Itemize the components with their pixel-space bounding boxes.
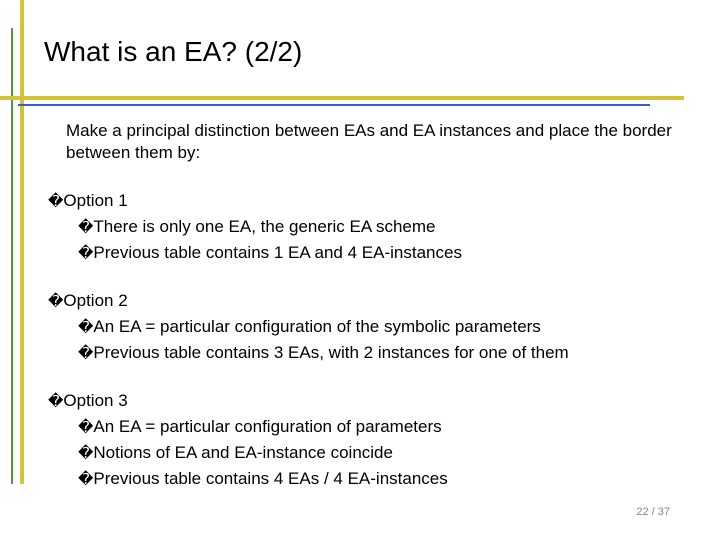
option-label: Option 3 <box>63 391 128 410</box>
bullet-icon: � <box>48 392 64 410</box>
option-item <box>78 440 448 466</box>
option-item <box>78 340 569 366</box>
option-item <box>78 240 462 266</box>
title-yellow-rule <box>0 96 684 100</box>
option-2-block <box>48 288 569 366</box>
bullet-icon: � <box>78 318 94 336</box>
bullet-icon: � <box>78 218 94 236</box>
option-label: Option 2 <box>63 291 128 310</box>
option-1-block <box>48 188 462 266</box>
bullet-icon: � <box>78 244 94 262</box>
intro-text: Make a principal distinction between EAs and EA instances and place the border between them by: <box>66 121 672 162</box>
page-number: 22 / 37 <box>636 506 670 518</box>
bullet-icon: � <box>78 344 94 362</box>
title-blue-rule <box>18 104 650 106</box>
bullet-icon: � <box>48 192 64 210</box>
bullet-icon: � <box>78 470 94 488</box>
option-item-text: Previous table contains 3 EAs, with 2 instances for one of them <box>93 343 569 362</box>
option-heading <box>48 188 462 214</box>
option-item <box>78 314 569 340</box>
bullet-icon: � <box>48 292 64 310</box>
option-item-text: Notions of EA and EA-instance coincide <box>93 443 393 462</box>
option-item <box>78 466 448 492</box>
option-item-text: Previous table contains 1 EA and 4 EA-instances <box>93 243 462 262</box>
slide-title: What is an EA? (2/2) <box>44 36 303 67</box>
left-yellow-rule <box>20 0 24 484</box>
bullet-icon: � <box>78 418 94 436</box>
option-item-text: An EA = particular configuration of the symbolic parameters <box>93 317 541 336</box>
option-label: Option 1 <box>63 191 128 210</box>
option-item-text: Previous table contains 4 EAs / 4 EA-instances <box>93 469 448 488</box>
option-item <box>78 414 448 440</box>
bullet-icon: � <box>78 444 94 462</box>
option-item-text: There is only one EA, the generic EA scheme <box>93 217 436 236</box>
option-heading <box>48 288 569 314</box>
option-heading <box>48 388 448 414</box>
option-3-block <box>48 388 448 492</box>
option-item-text: An EA = particular configuration of parameters <box>93 417 442 436</box>
option-item <box>78 214 462 240</box>
